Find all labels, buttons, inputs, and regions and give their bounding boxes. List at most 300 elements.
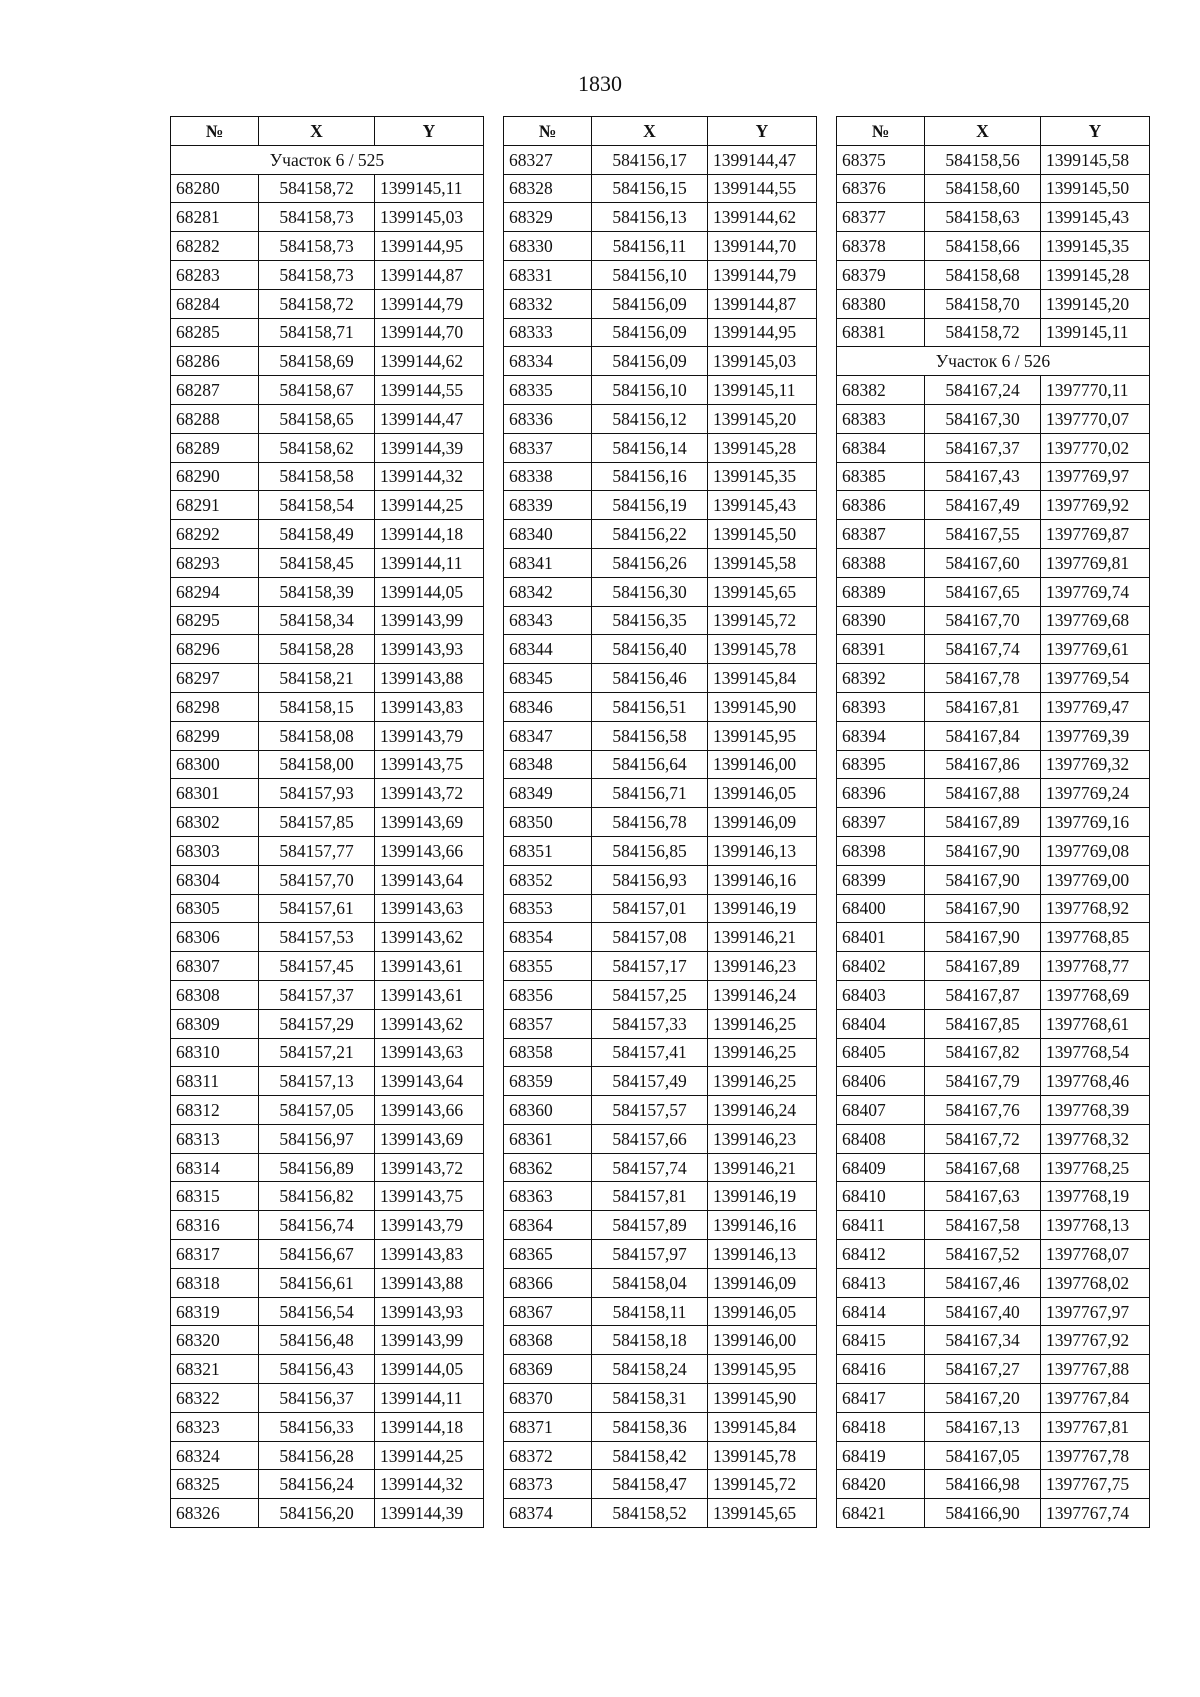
x-coordinate: 584156,71 [592, 779, 708, 808]
table-row [171, 347, 484, 376]
table-row [837, 1384, 1150, 1413]
x-coordinate: 584158,31 [592, 1384, 708, 1413]
x-coordinate: 584167,37 [925, 433, 1041, 462]
table-row [171, 1038, 484, 1067]
table-row [837, 1124, 1150, 1153]
y-coordinate: 1399146,05 [708, 779, 817, 808]
header-x: X [592, 117, 708, 146]
y-coordinate: 1399145,78 [708, 635, 817, 664]
x-coordinate: 584158,00 [259, 750, 375, 779]
y-coordinate: 1397769,61 [1041, 635, 1150, 664]
x-coordinate: 584157,97 [592, 1240, 708, 1269]
y-coordinate: 1399145,28 [1041, 260, 1150, 289]
x-coordinate: 584167,34 [925, 1326, 1041, 1355]
y-coordinate: 1399146,05 [708, 1297, 817, 1326]
x-coordinate: 584167,20 [925, 1384, 1041, 1413]
table-row [837, 433, 1150, 462]
table-row [171, 1067, 484, 1096]
table-row [504, 750, 817, 779]
y-coordinate: 1399145,95 [708, 1355, 817, 1384]
table-row [171, 1153, 484, 1182]
point-number: 68281 [171, 203, 259, 232]
y-coordinate: 1397767,74 [1041, 1499, 1150, 1528]
y-coordinate: 1399143,99 [375, 1326, 484, 1355]
point-number: 68378 [837, 232, 925, 261]
point-number: 68403 [837, 980, 925, 1009]
y-coordinate: 1397767,92 [1041, 1326, 1150, 1355]
y-coordinate: 1397768,19 [1041, 1182, 1150, 1211]
x-coordinate: 584156,35 [592, 606, 708, 635]
point-number: 68420 [837, 1470, 925, 1499]
point-number: 68360 [504, 1096, 592, 1125]
x-coordinate: 584167,27 [925, 1355, 1041, 1384]
table-row [171, 750, 484, 779]
table-row [504, 1355, 817, 1384]
table-row [504, 664, 817, 693]
table-row [504, 174, 817, 203]
table-row [171, 289, 484, 318]
table-row [171, 606, 484, 635]
point-number: 68406 [837, 1067, 925, 1096]
x-coordinate: 584158,62 [259, 433, 375, 462]
y-coordinate: 1399144,11 [375, 1384, 484, 1413]
y-coordinate: 1399146,19 [708, 1182, 817, 1211]
table-row [837, 1441, 1150, 1470]
y-coordinate: 1399145,72 [708, 606, 817, 635]
x-coordinate: 584158,73 [259, 203, 375, 232]
table-row [171, 1009, 484, 1038]
table-row [837, 1009, 1150, 1038]
x-coordinate: 584167,90 [925, 865, 1041, 894]
x-coordinate: 584167,88 [925, 779, 1041, 808]
point-number: 68317 [171, 1240, 259, 1269]
point-number: 68399 [837, 865, 925, 894]
y-coordinate: 1397768,54 [1041, 1038, 1150, 1067]
point-number: 68370 [504, 1384, 592, 1413]
y-coordinate: 1397768,02 [1041, 1268, 1150, 1297]
y-coordinate: 1399143,88 [375, 664, 484, 693]
x-coordinate: 584157,74 [592, 1153, 708, 1182]
point-number: 68366 [504, 1268, 592, 1297]
x-coordinate: 584156,19 [592, 491, 708, 520]
x-coordinate: 584156,22 [592, 520, 708, 549]
point-number: 68349 [504, 779, 592, 808]
table-row [171, 1441, 484, 1470]
table-row [504, 1499, 817, 1528]
x-coordinate: 584158,42 [592, 1441, 708, 1470]
section-title: Участок 6 / 526 [837, 347, 1150, 376]
y-coordinate: 1399145,20 [1041, 289, 1150, 318]
table-row [171, 1096, 484, 1125]
table-row [504, 232, 817, 261]
table-row [504, 808, 817, 837]
coordinates-table-1 [170, 116, 484, 1528]
x-coordinate: 584158,34 [259, 606, 375, 635]
table-row [171, 203, 484, 232]
table-row [171, 1297, 484, 1326]
point-number: 68345 [504, 664, 592, 693]
point-number: 68319 [171, 1297, 259, 1326]
x-coordinate: 584157,41 [592, 1038, 708, 1067]
y-coordinate: 1399143,62 [375, 923, 484, 952]
table-row [837, 203, 1150, 232]
x-coordinate: 584156,85 [592, 836, 708, 865]
point-number: 68373 [504, 1470, 592, 1499]
table-row [171, 260, 484, 289]
point-number: 68415 [837, 1326, 925, 1355]
table-row [171, 808, 484, 837]
x-coordinate: 584167,05 [925, 1441, 1041, 1470]
table-row [837, 577, 1150, 606]
x-coordinate: 584156,93 [592, 865, 708, 894]
y-coordinate: 1399145,90 [708, 1384, 817, 1413]
x-coordinate: 584158,72 [925, 318, 1041, 347]
y-coordinate: 1397769,92 [1041, 491, 1150, 520]
x-coordinate: 584157,57 [592, 1096, 708, 1125]
y-coordinate: 1397767,84 [1041, 1384, 1150, 1413]
point-number: 68352 [504, 865, 592, 894]
point-number: 68372 [504, 1441, 592, 1470]
x-coordinate: 584158,24 [592, 1355, 708, 1384]
point-number: 68329 [504, 203, 592, 232]
point-number: 68309 [171, 1009, 259, 1038]
table-row [504, 347, 817, 376]
table-row [837, 232, 1150, 261]
x-coordinate: 584167,84 [925, 721, 1041, 750]
table-row [171, 923, 484, 952]
table-row [171, 664, 484, 693]
table-row [504, 404, 817, 433]
table-row [504, 577, 817, 606]
y-coordinate: 1399144,25 [375, 1441, 484, 1470]
y-coordinate: 1399146,09 [708, 1268, 817, 1297]
y-coordinate: 1397768,07 [1041, 1240, 1150, 1269]
point-number: 68386 [837, 491, 925, 520]
x-coordinate: 584167,79 [925, 1067, 1041, 1096]
point-number: 68283 [171, 260, 259, 289]
point-number: 68336 [504, 404, 592, 433]
point-number: 68298 [171, 692, 259, 721]
x-coordinate: 584156,09 [592, 289, 708, 318]
x-coordinate: 584167,78 [925, 664, 1041, 693]
table-row [504, 260, 817, 289]
x-coordinate: 584158,21 [259, 664, 375, 693]
x-coordinate: 584157,13 [259, 1067, 375, 1096]
table-row [837, 952, 1150, 981]
table-row [504, 721, 817, 750]
table-row [171, 404, 484, 433]
y-coordinate: 1399144,11 [375, 548, 484, 577]
x-coordinate: 584156,20 [259, 1499, 375, 1528]
table-row [504, 952, 817, 981]
point-number: 68404 [837, 1009, 925, 1038]
x-coordinate: 584157,70 [259, 865, 375, 894]
point-number: 68377 [837, 203, 925, 232]
point-number: 68299 [171, 721, 259, 750]
point-number: 68393 [837, 692, 925, 721]
y-coordinate: 1399143,62 [375, 1009, 484, 1038]
x-coordinate: 584167,90 [925, 923, 1041, 952]
point-number: 68384 [837, 433, 925, 462]
table-row [504, 1441, 817, 1470]
point-number: 68302 [171, 808, 259, 837]
table-row [171, 1499, 484, 1528]
y-coordinate: 1397769,47 [1041, 692, 1150, 721]
y-coordinate: 1399143,93 [375, 1297, 484, 1326]
header-y: Y [375, 117, 484, 146]
y-coordinate: 1397768,77 [1041, 952, 1150, 981]
x-coordinate: 584167,24 [925, 376, 1041, 405]
table-row [837, 1067, 1150, 1096]
table-row [504, 520, 817, 549]
x-coordinate: 584158,72 [259, 174, 375, 203]
y-coordinate: 1399144,25 [375, 491, 484, 520]
y-coordinate: 1399146,00 [708, 750, 817, 779]
table-row [837, 923, 1150, 952]
table-row [837, 1297, 1150, 1326]
x-coordinate: 584167,81 [925, 692, 1041, 721]
table-row [171, 1326, 484, 1355]
header-y: Y [1041, 117, 1150, 146]
x-coordinate: 584156,24 [259, 1470, 375, 1499]
x-coordinate: 584157,29 [259, 1009, 375, 1038]
point-number: 68335 [504, 376, 592, 405]
point-number: 68295 [171, 606, 259, 635]
y-coordinate: 1399144,55 [375, 376, 484, 405]
y-coordinate: 1399143,63 [375, 894, 484, 923]
y-coordinate: 1399144,18 [375, 520, 484, 549]
point-number: 68357 [504, 1009, 592, 1038]
y-coordinate: 1399145,11 [708, 376, 817, 405]
x-coordinate: 584158,70 [925, 289, 1041, 318]
x-coordinate: 584156,11 [592, 232, 708, 261]
table-row [504, 145, 817, 174]
point-number: 68410 [837, 1182, 925, 1211]
point-number: 68321 [171, 1355, 259, 1384]
table-row [504, 1153, 817, 1182]
table-row [171, 577, 484, 606]
x-coordinate: 584158,54 [259, 491, 375, 520]
table-row [837, 462, 1150, 491]
point-number: 68392 [837, 664, 925, 693]
point-number: 68371 [504, 1412, 592, 1441]
x-coordinate: 584156,61 [259, 1268, 375, 1297]
point-number: 68331 [504, 260, 592, 289]
y-coordinate: 1397770,02 [1041, 433, 1150, 462]
x-coordinate: 584158,15 [259, 692, 375, 721]
y-coordinate: 1399146,23 [708, 1124, 817, 1153]
point-number: 68320 [171, 1326, 259, 1355]
point-number: 68284 [171, 289, 259, 318]
y-coordinate: 1397768,92 [1041, 894, 1150, 923]
x-coordinate: 584167,86 [925, 750, 1041, 779]
y-coordinate: 1399146,25 [708, 1009, 817, 1038]
table-row [171, 318, 484, 347]
table-row [837, 548, 1150, 577]
point-number: 68310 [171, 1038, 259, 1067]
y-coordinate: 1399144,95 [375, 232, 484, 261]
table-row [837, 1355, 1150, 1384]
y-coordinate: 1399145,90 [708, 692, 817, 721]
x-coordinate: 584156,82 [259, 1182, 375, 1211]
table-row [837, 606, 1150, 635]
point-number: 68396 [837, 779, 925, 808]
x-coordinate: 584156,17 [592, 145, 708, 174]
y-coordinate: 1399144,39 [375, 1499, 484, 1528]
table-row [171, 952, 484, 981]
point-number: 68358 [504, 1038, 592, 1067]
y-coordinate: 1399144,95 [708, 318, 817, 347]
x-coordinate: 584157,33 [592, 1009, 708, 1038]
point-number: 68400 [837, 894, 925, 923]
x-coordinate: 584167,90 [925, 894, 1041, 923]
point-number: 68395 [837, 750, 925, 779]
x-coordinate: 584167,40 [925, 1297, 1041, 1326]
y-coordinate: 1399145,50 [708, 520, 817, 549]
table-row [837, 808, 1150, 837]
x-coordinate: 584166,90 [925, 1499, 1041, 1528]
point-number: 68333 [504, 318, 592, 347]
y-coordinate: 1399143,83 [375, 1240, 484, 1269]
x-coordinate: 584167,72 [925, 1124, 1041, 1153]
header-x: X [925, 117, 1041, 146]
x-coordinate: 584156,46 [592, 664, 708, 693]
y-coordinate: 1399145,03 [375, 203, 484, 232]
point-number: 68394 [837, 721, 925, 750]
y-coordinate: 1399144,39 [375, 433, 484, 462]
x-coordinate: 584158,11 [592, 1297, 708, 1326]
point-number: 68290 [171, 462, 259, 491]
x-coordinate: 584156,09 [592, 318, 708, 347]
table-row [504, 1470, 817, 1499]
point-number: 68314 [171, 1153, 259, 1182]
table-row [837, 1268, 1150, 1297]
table-row [171, 721, 484, 750]
table-row [504, 1009, 817, 1038]
x-coordinate: 584157,49 [592, 1067, 708, 1096]
x-coordinate: 584156,40 [592, 635, 708, 664]
y-coordinate: 1399144,70 [708, 232, 817, 261]
point-number: 68303 [171, 836, 259, 865]
table-row [504, 692, 817, 721]
table-row [171, 1412, 484, 1441]
table-row [171, 779, 484, 808]
point-number: 68341 [504, 548, 592, 577]
y-coordinate: 1399144,47 [708, 145, 817, 174]
point-number: 68301 [171, 779, 259, 808]
point-number: 68297 [171, 664, 259, 693]
table-header-row [504, 117, 817, 146]
point-number: 68401 [837, 923, 925, 952]
table-row [171, 836, 484, 865]
table-row [171, 1470, 484, 1499]
x-coordinate: 584158,73 [259, 260, 375, 289]
x-coordinate: 584158,52 [592, 1499, 708, 1528]
table-row [504, 894, 817, 923]
table-row [171, 1355, 484, 1384]
y-coordinate: 1399145,11 [375, 174, 484, 203]
table-row [837, 1153, 1150, 1182]
x-coordinate: 584156,78 [592, 808, 708, 837]
point-number: 68356 [504, 980, 592, 1009]
y-coordinate: 1399145,11 [1041, 318, 1150, 347]
y-coordinate: 1399144,18 [375, 1412, 484, 1441]
table-row [171, 692, 484, 721]
x-coordinate: 584158,68 [925, 260, 1041, 289]
table-row [171, 232, 484, 261]
y-coordinate: 1399146,00 [708, 1326, 817, 1355]
point-number: 68390 [837, 606, 925, 635]
point-number: 68417 [837, 1384, 925, 1413]
x-coordinate: 584156,12 [592, 404, 708, 433]
y-coordinate: 1397767,88 [1041, 1355, 1150, 1384]
y-coordinate: 1399143,88 [375, 1268, 484, 1297]
y-coordinate: 1399145,72 [708, 1470, 817, 1499]
header-number: № [837, 117, 925, 146]
point-number: 68344 [504, 635, 592, 664]
table-row [171, 865, 484, 894]
point-number: 68343 [504, 606, 592, 635]
table-header-row [171, 117, 484, 146]
table-row [837, 289, 1150, 318]
y-coordinate: 1397768,13 [1041, 1211, 1150, 1240]
y-coordinate: 1399146,21 [708, 1153, 817, 1182]
x-coordinate: 584157,53 [259, 923, 375, 952]
table-row [504, 318, 817, 347]
x-coordinate: 584156,28 [259, 1441, 375, 1470]
point-number: 68398 [837, 836, 925, 865]
x-coordinate: 584157,37 [259, 980, 375, 1009]
x-coordinate: 584158,60 [925, 174, 1041, 203]
y-coordinate: 1399145,43 [708, 491, 817, 520]
x-coordinate: 584157,01 [592, 894, 708, 923]
y-coordinate: 1399144,05 [375, 1355, 484, 1384]
point-number: 68330 [504, 232, 592, 261]
table-row [837, 404, 1150, 433]
y-coordinate: 1397769,97 [1041, 462, 1150, 491]
x-coordinate: 584167,55 [925, 520, 1041, 549]
x-coordinate: 584156,26 [592, 548, 708, 577]
point-number: 68293 [171, 548, 259, 577]
point-number: 68421 [837, 1499, 925, 1528]
point-number: 68419 [837, 1441, 925, 1470]
y-coordinate: 1397769,68 [1041, 606, 1150, 635]
y-coordinate: 1397768,32 [1041, 1124, 1150, 1153]
y-coordinate: 1399146,25 [708, 1067, 817, 1096]
point-number: 68340 [504, 520, 592, 549]
y-coordinate: 1399144,87 [708, 289, 817, 318]
point-number: 68385 [837, 462, 925, 491]
x-coordinate: 584156,09 [592, 347, 708, 376]
table-row [504, 980, 817, 1009]
x-coordinate: 584157,21 [259, 1038, 375, 1067]
y-coordinate: 1399144,79 [708, 260, 817, 289]
y-coordinate: 1399145,84 [708, 664, 817, 693]
point-number: 68418 [837, 1412, 925, 1441]
y-coordinate: 1399145,58 [1041, 145, 1150, 174]
point-number: 68318 [171, 1268, 259, 1297]
x-coordinate: 584157,66 [592, 1124, 708, 1153]
y-coordinate: 1397767,81 [1041, 1412, 1150, 1441]
x-coordinate: 584157,89 [592, 1211, 708, 1240]
table-row [171, 1384, 484, 1413]
point-number: 68324 [171, 1441, 259, 1470]
y-coordinate: 1399146,16 [708, 1211, 817, 1240]
point-number: 68414 [837, 1297, 925, 1326]
table-row [504, 462, 817, 491]
page-number: 1830 [578, 71, 622, 96]
table-row [837, 318, 1150, 347]
